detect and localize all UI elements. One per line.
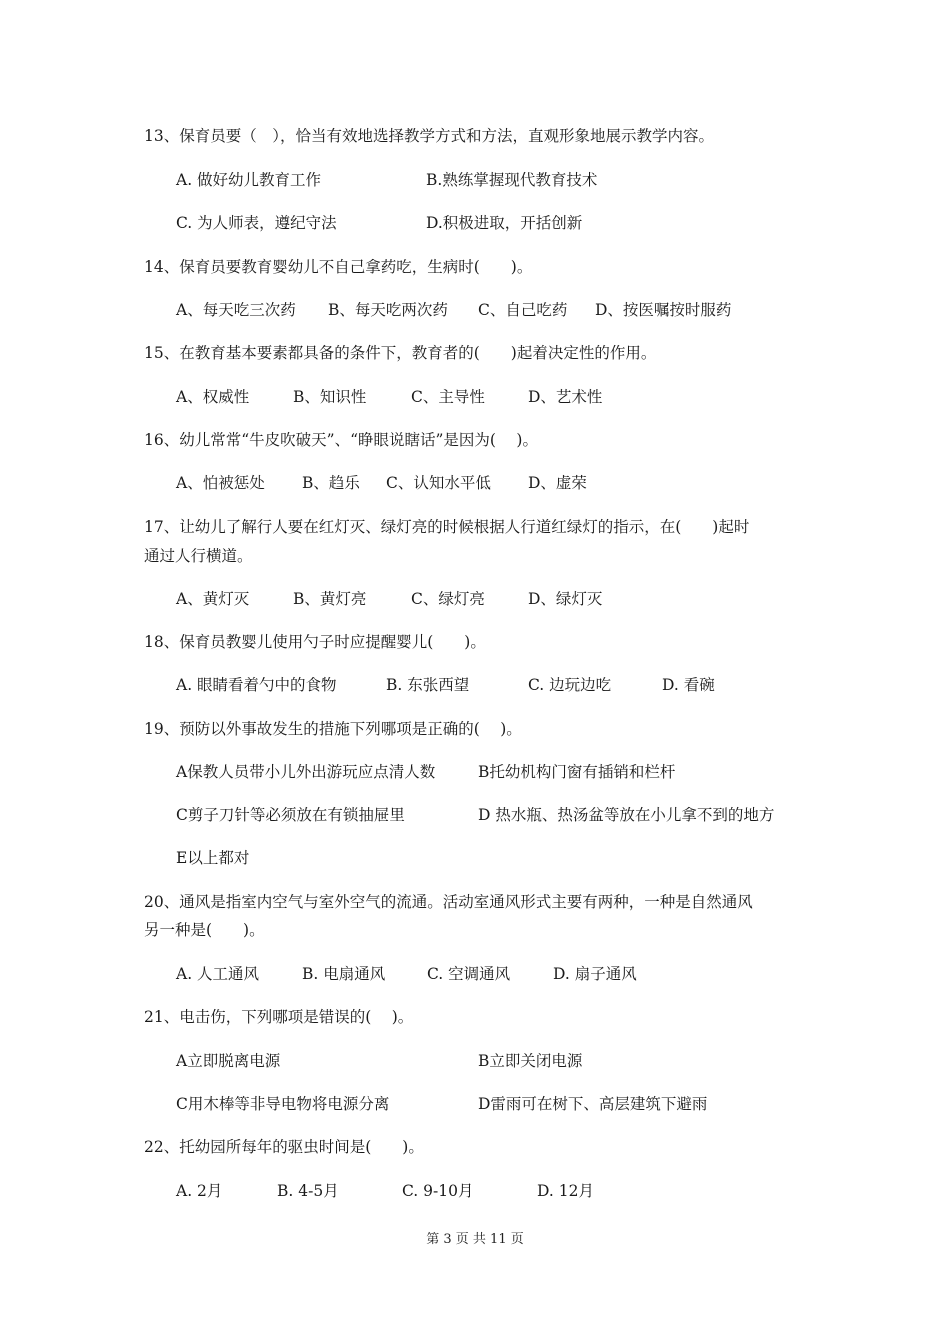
question-22-option-d: D. 12月 (537, 1182, 594, 1200)
question-13-option-a: A. 做好幼儿教育工作 (176, 171, 322, 189)
question-19-option-b: B托幼机构门窗有插销和栏杆 (478, 763, 676, 781)
question-15-option-a: A、权威性 (176, 388, 250, 406)
question-15-text: 15、在教育基本要素都具备的条件下，教育者的( )起着决定性的作用。 (144, 344, 657, 362)
question-17-option-b: B、黄灯亮 (293, 590, 367, 608)
question-19-option-c: C剪子刀针等必须放在有锁抽屉里 (176, 806, 405, 824)
question-16-option-a: A、怕被惩处 (176, 474, 265, 492)
question-14-option-a: A、每天吃三次药 (176, 301, 296, 319)
page-footer: 第 3 页 共 11 页 (426, 1232, 524, 1247)
question-17-option-a: A、黄灯灭 (176, 590, 250, 608)
question-16-option-c: C、认知水平低 (386, 474, 491, 492)
question-20-text-line-2: 另一种是( )。 (144, 921, 265, 939)
question-15-option-d: D、艺术性 (528, 388, 603, 406)
question-22-text: 22、托幼园所每年的驱虫时间是( )。 (144, 1138, 424, 1156)
question-22-option-a: A. 2月 (176, 1182, 223, 1200)
question-14-option-d: D、按医嘱按时服药 (595, 301, 732, 319)
question-19-text: 19、预防以外事故发生的措施下列哪项是正确的( )。 (144, 720, 522, 738)
question-21-option-c: C用木棒等非导电物将电源分离 (176, 1095, 390, 1113)
question-17-option-c: C、绿灯亮 (411, 590, 485, 608)
question-19-option-d: D 热水瓶、热汤盆等放在小儿拿不到的地方 (478, 806, 775, 824)
question-14-text: 14、保育员要教育婴幼儿不自己拿药吃，生病时( )。 (144, 258, 533, 276)
question-13-text: 13、保育员要（ ），恰当有效地选择教学方式和方法，直观形象地展示教学内容。 (144, 127, 714, 145)
question-16-text: 16、幼儿常常“牛皮吹破天”、“睁眼说瞎话”是因为( )。 (144, 431, 538, 449)
question-20-option-b: B. 电扇通风 (302, 965, 386, 983)
question-18-option-d: D. 看碗 (662, 676, 715, 694)
question-15-option-b: B、知识性 (293, 388, 367, 406)
question-19-option-a: A保教人员带小儿外出游玩应点清人数 (176, 763, 436, 781)
question-15-option-c: C、主导性 (411, 388, 485, 406)
question-18-option-b: B. 东张西望 (386, 676, 470, 694)
question-21-text: 21、电击伤，下列哪项是错误的( )。 (144, 1008, 414, 1026)
question-19-option-e: E以上都对 (176, 849, 250, 867)
question-22-option-b: B. 4-5月 (277, 1182, 339, 1200)
question-20-text-line-1: 20、通风是指室内空气与室外空气的流通。活动室通风形式主要有两种，一种是自然通风 (144, 893, 753, 911)
question-20-option-a: A. 人工通风 (176, 965, 260, 983)
question-22-option-c: C. 9-10月 (402, 1182, 474, 1200)
question-21-option-a: A立即脱离电源 (176, 1052, 281, 1070)
question-21-option-b: B立即关闭电源 (478, 1052, 583, 1070)
question-20-option-d: D. 扇子通风 (553, 965, 637, 983)
question-13-option-b: B.熟练掌握现代教育技术 (426, 171, 598, 189)
question-21-option-d: D雷雨可在树下、高层建筑下避雨 (478, 1095, 708, 1113)
question-18-text: 18、保育员教婴儿使用勺子时应提醒婴儿( )。 (144, 633, 486, 651)
question-17-text-line-2: 通过人行横道。 (144, 547, 253, 565)
question-16-option-b: B、趋乐 (302, 474, 360, 492)
question-18-option-c: C. 边玩边吃 (528, 676, 612, 694)
question-20-option-c: C. 空调通风 (427, 965, 511, 983)
question-17-text-line-1: 17、让幼儿了解行人要在红灯灭、绿灯亮的时候根据人行道红绿灯的指示，在( )起时 (144, 518, 750, 536)
question-14-option-c: C、自己吃药 (478, 301, 568, 319)
question-13-option-d: D.积极进取，开括创新 (426, 214, 583, 232)
question-16-option-d: D、虚荣 (528, 474, 587, 492)
question-17-option-d: D、绿灯灭 (528, 590, 603, 608)
question-18-option-a: A. 眼睛看着勺中的食物 (176, 676, 337, 694)
question-13-option-c: C. 为人师表，遵纪守法 (176, 214, 337, 232)
question-14-option-b: B、每天吃两次药 (328, 301, 448, 319)
